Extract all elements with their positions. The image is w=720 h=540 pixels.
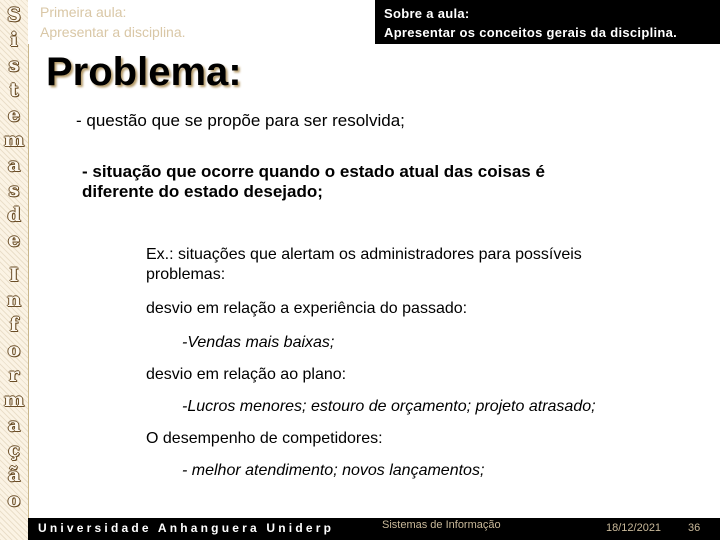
example-line2: problemas: — [146, 266, 226, 283]
side-letter: m — [3, 129, 25, 151]
side-letter: s — [8, 54, 20, 76]
side-letter: e — [7, 229, 21, 251]
side-letter: s — [8, 179, 20, 201]
side-letter: S — [7, 4, 21, 26]
footer-date: 18/12/2021 — [606, 522, 662, 534]
item-1: desvio em relação a experiência do passado: — [146, 300, 468, 317]
definition-2-line2: diferente do estado desejado; — [82, 182, 323, 201]
side-letter: a — [7, 414, 21, 436]
side-letter: ç — [8, 439, 20, 461]
header-previous-lesson — [28, 0, 375, 44]
definition-1: - questão que se propõe para ser resolvida; — [76, 111, 405, 130]
side-letter: I — [9, 264, 19, 286]
footer-bar — [28, 518, 720, 540]
item-2-example: -Lucros menores; estouro de orçamento; projeto atrasado; — [182, 398, 596, 415]
item-3-example: - melhor atendimento; novos lançamentos; — [182, 462, 485, 479]
footer-university: Universidade Anhanguera Uniderp — [38, 521, 335, 535]
header-right-line2: Apresentar os conceitos gerais da disciplina. — [384, 25, 678, 40]
side-title-bar — [0, 0, 29, 540]
header-about-lesson — [375, 0, 720, 44]
header-left-line2: Apresentar a disciplina. — [40, 24, 186, 40]
item-3: O desempenho de competidores: — [146, 430, 383, 447]
side-letter: m — [3, 389, 25, 411]
side-letter: t — [9, 79, 19, 101]
side-letter: a — [7, 154, 21, 176]
side-letter: f — [9, 314, 19, 336]
slide-title: Problema: — [46, 50, 242, 94]
side-letter: d — [7, 204, 21, 226]
side-letter: o — [7, 339, 21, 361]
side-letter: e — [7, 104, 21, 126]
example-line1: Ex.: situações que alertam os administradores para possíveis — [146, 246, 582, 263]
definition-2-line1: - situação que ocorre quando o estado atual das coisas é — [82, 162, 545, 181]
header-left-line1: Primeira aula: — [40, 4, 127, 20]
side-letter: r — [8, 364, 19, 386]
footer-slide-number: 36 — [688, 522, 701, 534]
header-right-line1: Sobre a aula: — [384, 6, 470, 21]
side-letter: o — [7, 489, 21, 511]
side-letter: ã — [7, 464, 21, 486]
item-1-example: -Vendas mais baixas; — [182, 334, 335, 351]
side-letter: i — [10, 29, 18, 51]
footer-course: Sistemas de Informação — [382, 519, 501, 531]
side-letter: n — [7, 289, 21, 311]
item-2: desvio em relação ao plano: — [146, 366, 347, 383]
